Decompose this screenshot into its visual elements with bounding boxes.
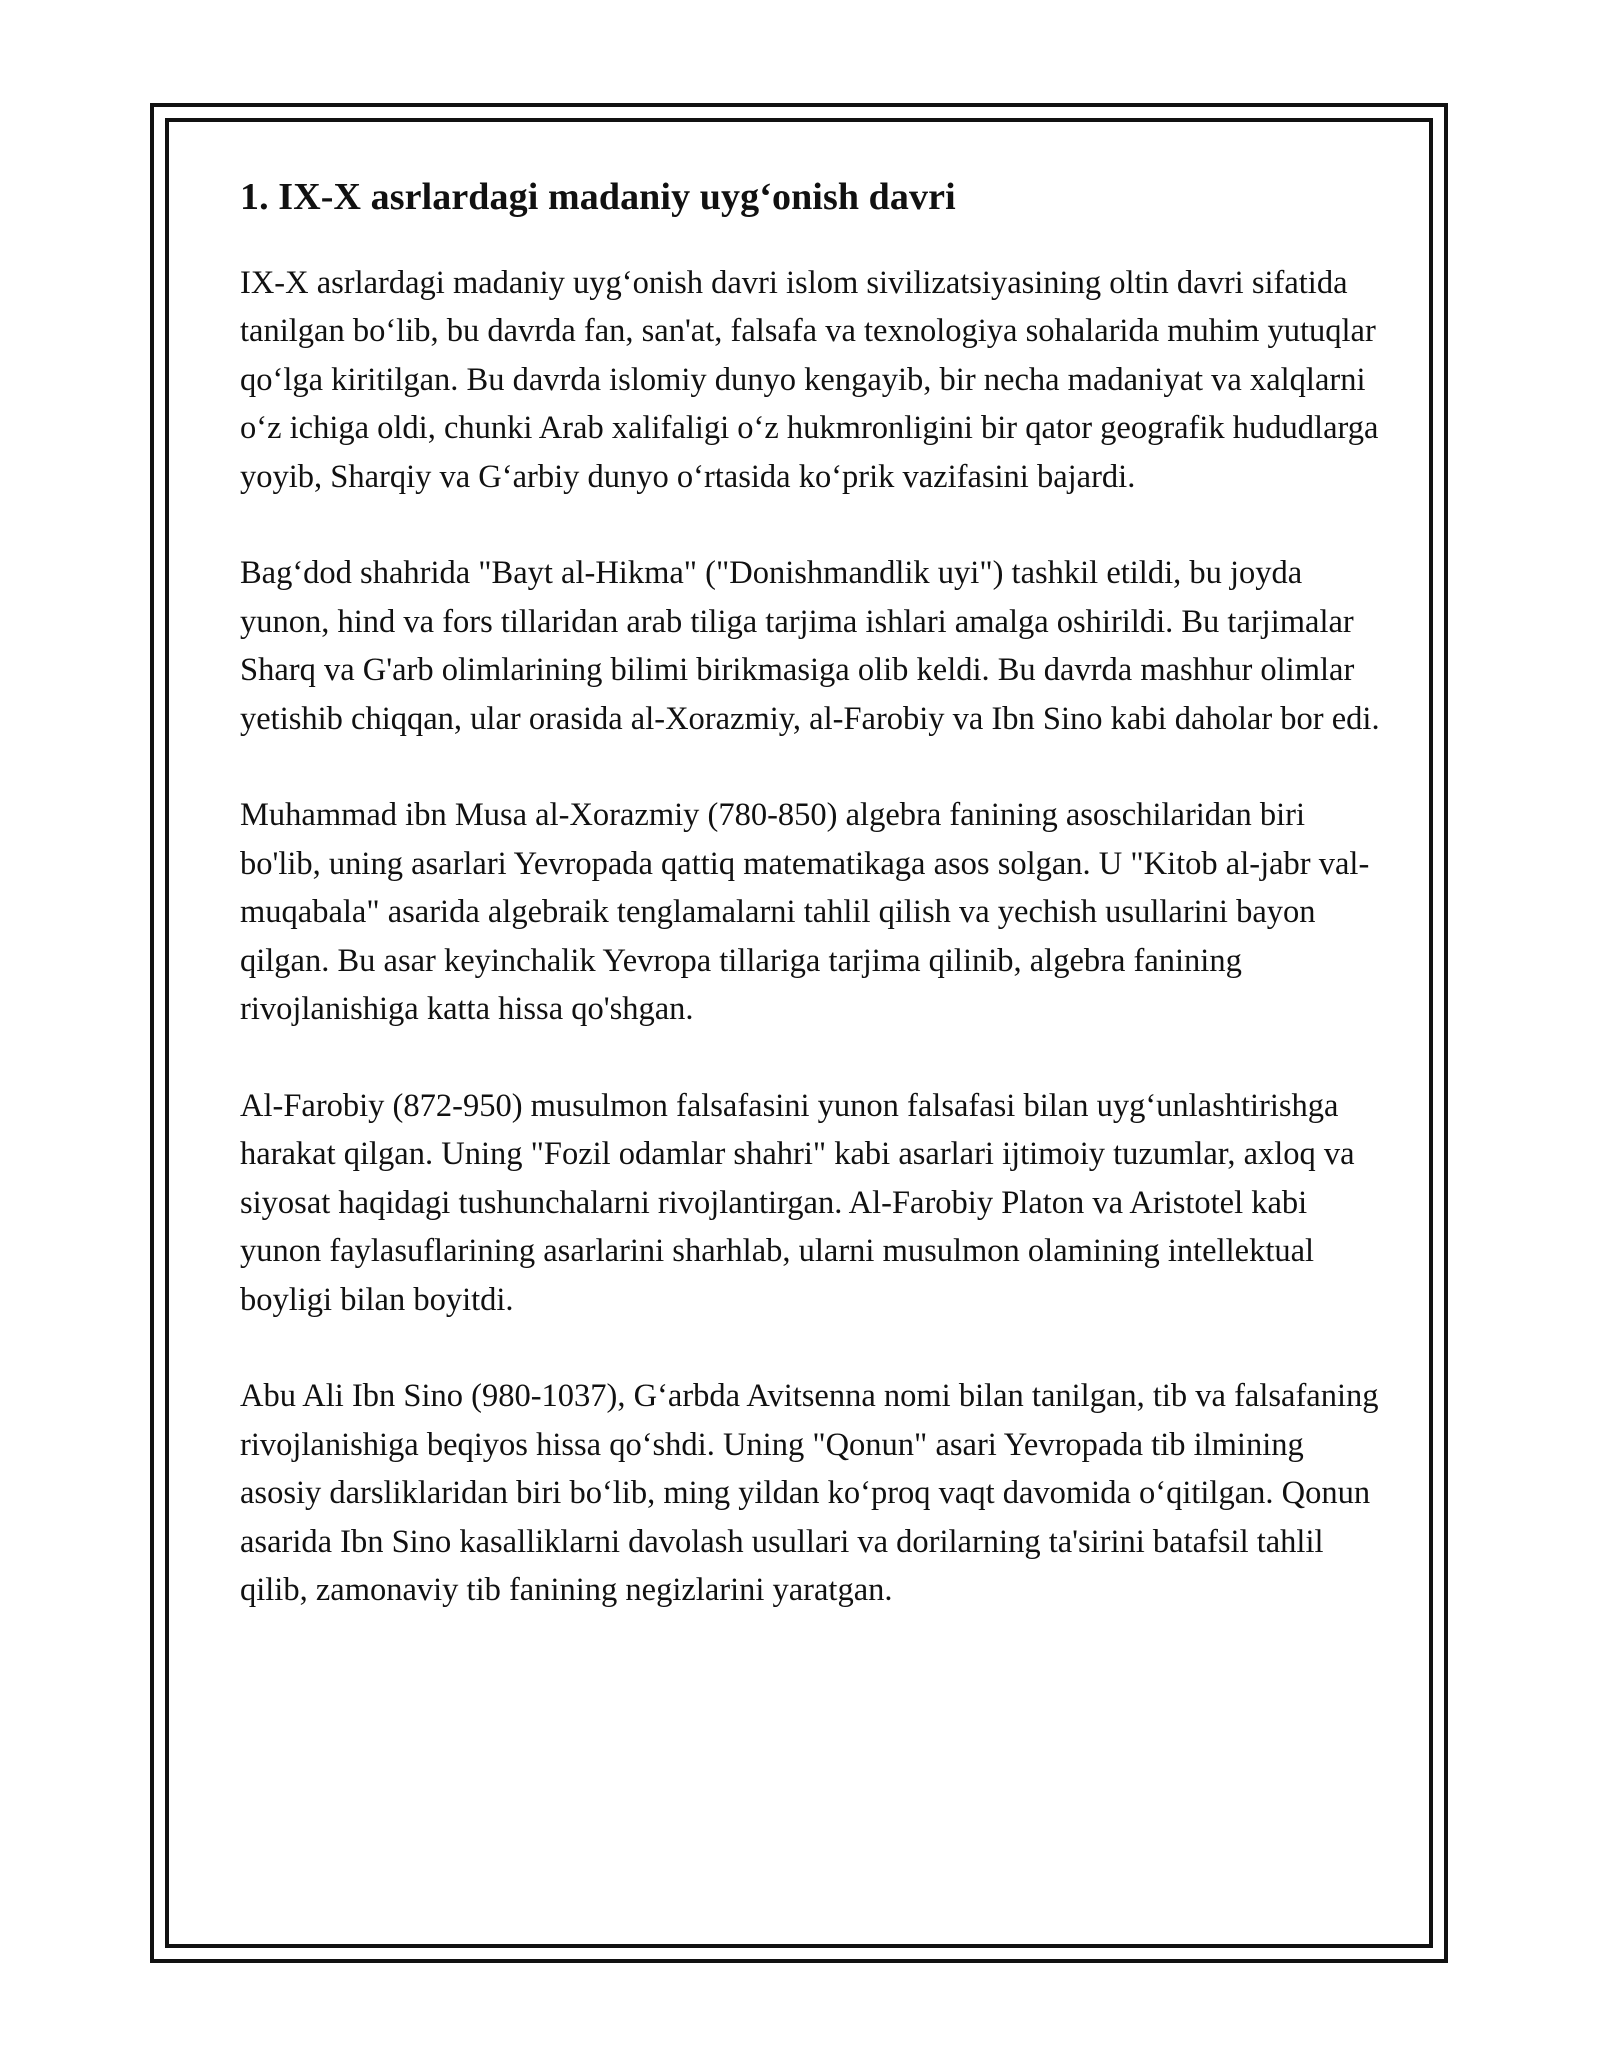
document-body bbox=[240, 175, 1380, 1663]
paragraph-bayt-al-hikma: Bag‘dod shahrida "Bayt al-Hikma" ("Donishmandlik uyi") tashkil etildi, bu joyda yunon, hind va fors tillaridan arab tiliga tarjima ishlari amalga oshirildi. Bu tarjimalar Sharq va G'arb olimlarining bilimi birikmasiga olib keldi. Bu davrda mashhur olimlar yetishib chiqqan, ular orasida al-Xorazmiy, al-Farobiy va Ibn Sino kabi daholar bor edi. bbox=[240, 555, 1380, 737]
paragraph-al-xorazmiy: Muhammad ibn Musa al-Xorazmiy (780-850) algebra fanining asoschilaridan biri bo'lib, uning asarlari Yevropada qattiq matematikaga asos solgan. U "Kitob al-jabr val-muqabala" asarida algebraik tenglamalarni tahlil qilish va yechish usullarini bayon qilgan. Bu asar keyinchalik Yevropa tillariga tarjima qilinib, algebra fanining rivojlanishiga katta hissa qo'shgan. bbox=[240, 797, 1370, 1028]
paragraph-al-farobiy: Al-Farobiy (872-950) musulmon falsafasini yunon falsafasi bilan uyg‘unlashtirishga harakat qilgan. Uning "Fozil odamlar shahri" kabi asarlari ijtimoiy tuzumlar, axloq va siyosat haqidagi tushunchalarni rivojlantirgan. Al-Farobiy Platon va Aristotel kabi yunon faylasuflarining asarlarini sharhlab, ularni musulmon olamining intellektual boyligi bilan boyitdi. bbox=[240, 1087, 1355, 1318]
page-frame-outer bbox=[150, 103, 1448, 1963]
paragraph-ibn-sino: Abu Ali Ibn Sino (980-1037), G‘arbda Avitsenna nomi bilan tanilgan, tib va falsafaning rivojlanishiga beqiyos hissa qo‘shdi. Uning "Qonun" asari Yevropada tib ilmining asosiy darsliklaridan biri bo‘lib, ming yildan ko‘proq vaqt davomida o‘qitilgan. Qonun asarida Ibn Sino kasalliklarni davolash usullari va dorilarning ta'sirini batafsil tahlil qilib, zamonaviy tib fanining negizlarini yaratgan. bbox=[240, 1378, 1379, 1609]
paragraph-intro: IX-X asrlardagi madaniy uyg‘onish davri islom sivilizatsiyasining oltin davri sifatida tanilgan bo‘lib, bu davrda fan, san'at, falsafa va texnologiya sohalarida muhim yutuqlar qo‘lga kiritilgan. Bu davrda islomiy dunyo kengayib, bir necha madaniyat va xalqlarni o‘z ichiga oldi, chunki Arab xalifaligi o‘z hukmronligini bir qator geografik hududlarga yoyib, Sharqiy va G‘arbiy dunyo o‘rtasida ko‘prik vazifasini bajardi. bbox=[240, 264, 1379, 495]
section-heading: 1. IX-X asrlardagi madaniy uyg‘onish davri bbox=[240, 176, 956, 218]
